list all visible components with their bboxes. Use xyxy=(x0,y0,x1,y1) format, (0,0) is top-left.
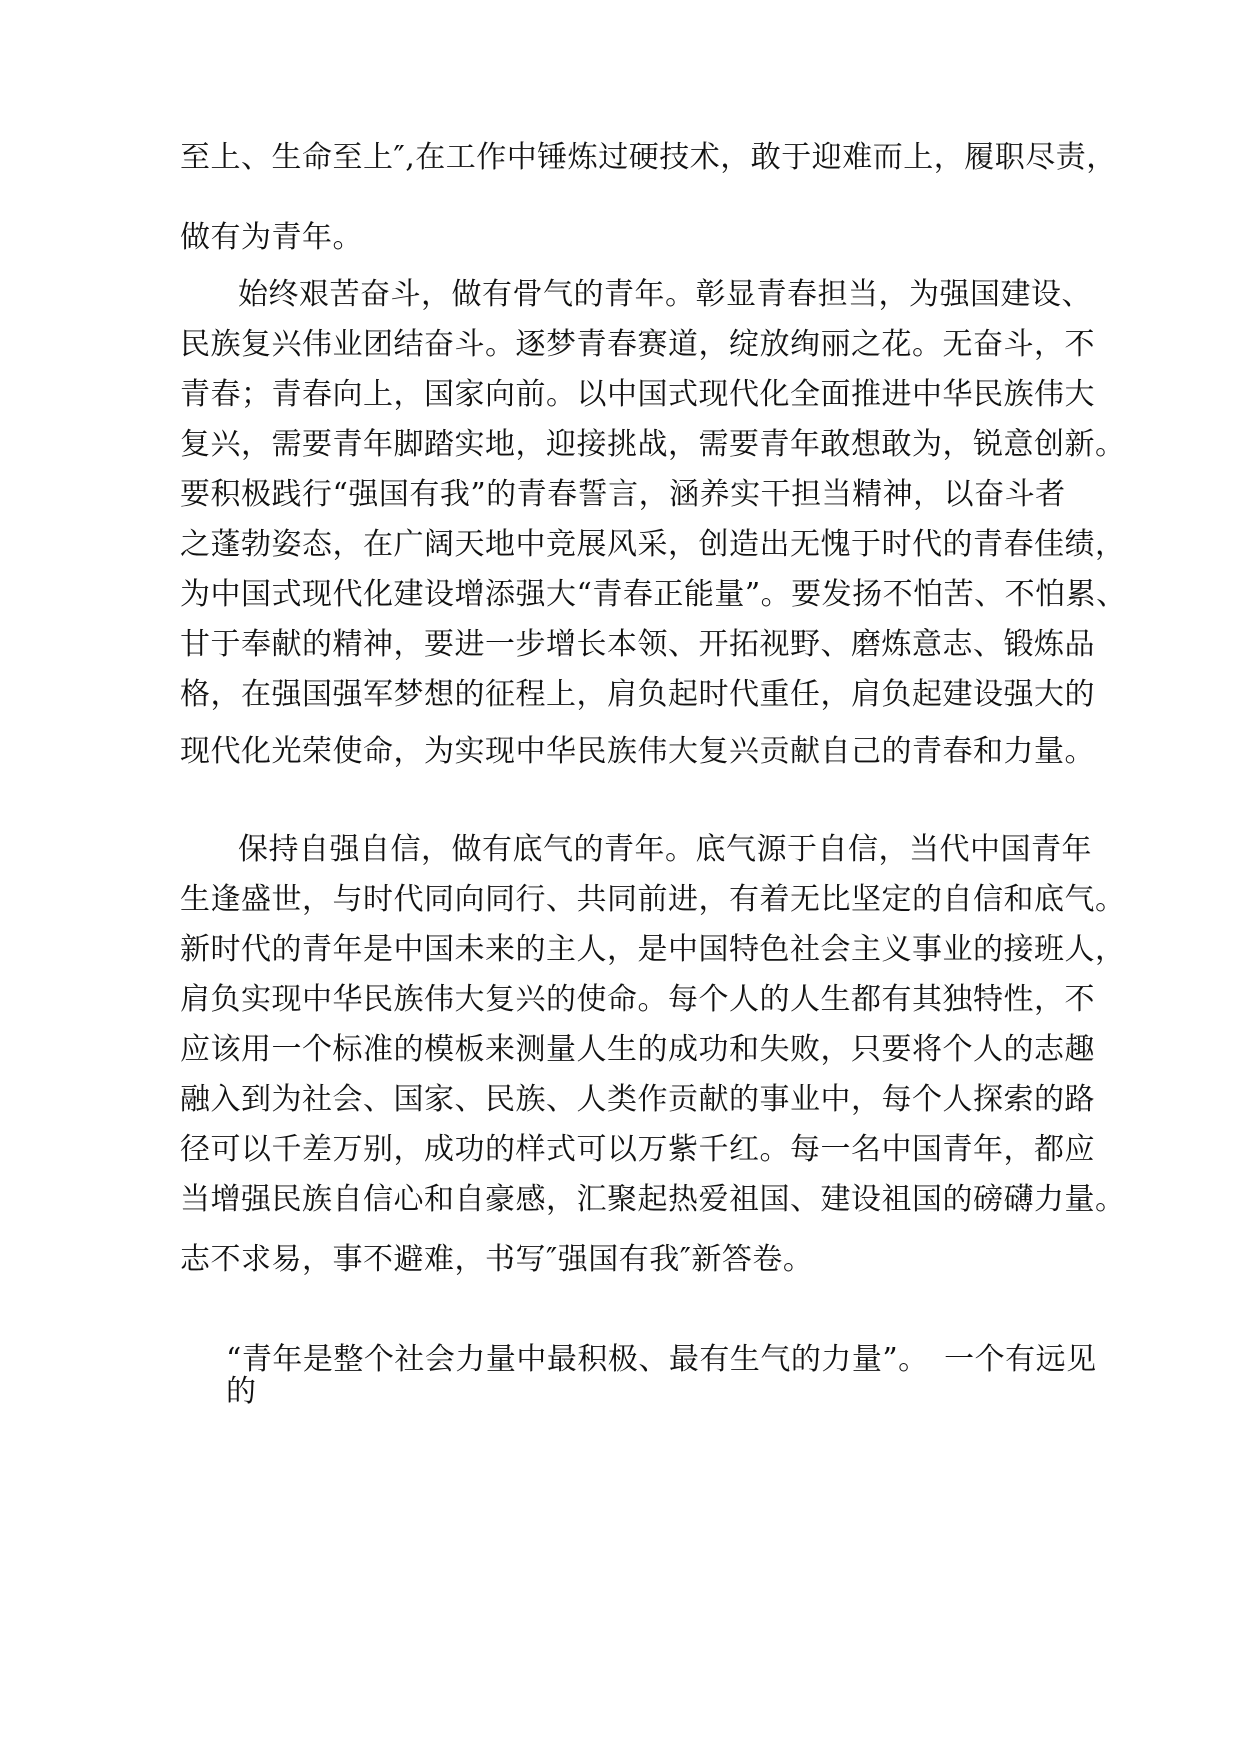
text-line: 要积极践行“强国有我”的青春誓言，涵养实干担当精神，以奋斗者 xyxy=(180,477,1066,512)
text-line: 的 xyxy=(226,1374,257,1409)
text-line: 现代化光荣使命，为实现中华民族伟大复兴贡献自己的青春和力量。 xyxy=(180,734,1095,769)
text-line: 当增强民族自信心和自豪感，汇聚起热爱祖国、建设祖国的磅礴力量。 xyxy=(180,1182,1126,1217)
text-line: 格，在强国强军梦想的征程上，肩负起时代重任，肩负起建设强大的 xyxy=(180,677,1095,712)
paragraph-start-line: 保持自强自信，做有底气的青年。底气源于自信，当代中国青年 xyxy=(238,832,1092,867)
text-line: 至上、生命至上″,在工作中锤炼过硬技术，敢于迎难而上，履职尽责， xyxy=(180,140,1117,175)
text-line: 融入到为社会、国家、民族、人类作贡献的事业中，每个人探索的路 xyxy=(180,1082,1095,1117)
text-line: 民族复兴伟业团结奋斗。逐梦青春赛道，绽放绚丽之花。无奋斗，不 xyxy=(180,327,1095,362)
text-line: 径可以千差万别，成功的样式可以万紫千红。每一名中国青年，都应 xyxy=(180,1132,1095,1167)
text-line: 生逢盛世，与时代同向同行、共同前进，有着无比坚定的自信和底气。 xyxy=(180,882,1126,917)
quote-line: “青年是整个社会力量中最积极、最有生气的力量”。 一个有远见 xyxy=(226,1342,1097,1377)
paragraph-start-line: 始终艰苦奋斗，做有骨气的青年。彰显青春担当，为强国建设、 xyxy=(238,277,1092,312)
text-line: 复兴，需要青年脚踏实地，迎接挑战，需要青年敢想敢为，锐意创新。 xyxy=(180,427,1126,462)
text-line: 为中国式现代化建设增添强大“青春正能量”。要发扬不怕苦、不怕累、 xyxy=(180,577,1127,612)
text-line: 肩负实现中华民族伟大复兴的使命。每个人的人生都有其独特性，不 xyxy=(180,982,1095,1017)
text-line: 甘于奉献的精神，要进一步增长本领、开拓视野、磨炼意志、锻炼品 xyxy=(180,627,1095,662)
text-line: 之蓬勃姿态，在广阔天地中竞展风采，创造出无愧于时代的青春佳绩， xyxy=(180,527,1126,562)
text-line: 做有为青年。 xyxy=(180,220,363,255)
text-line: 应该用一个标准的模板来测量人生的成功和失败，只要将个人的志趣 xyxy=(180,1032,1095,1067)
text-line: 志不求易，事不避难，书写″强国有我″新答卷。 xyxy=(180,1242,814,1277)
text-line: 青春；青春向上，国家向前。以中国式现代化全面推进中华民族伟大 xyxy=(180,377,1095,412)
text-line: 新时代的青年是中国未来的主人，是中国特色社会主义事业的接班人， xyxy=(180,932,1126,967)
